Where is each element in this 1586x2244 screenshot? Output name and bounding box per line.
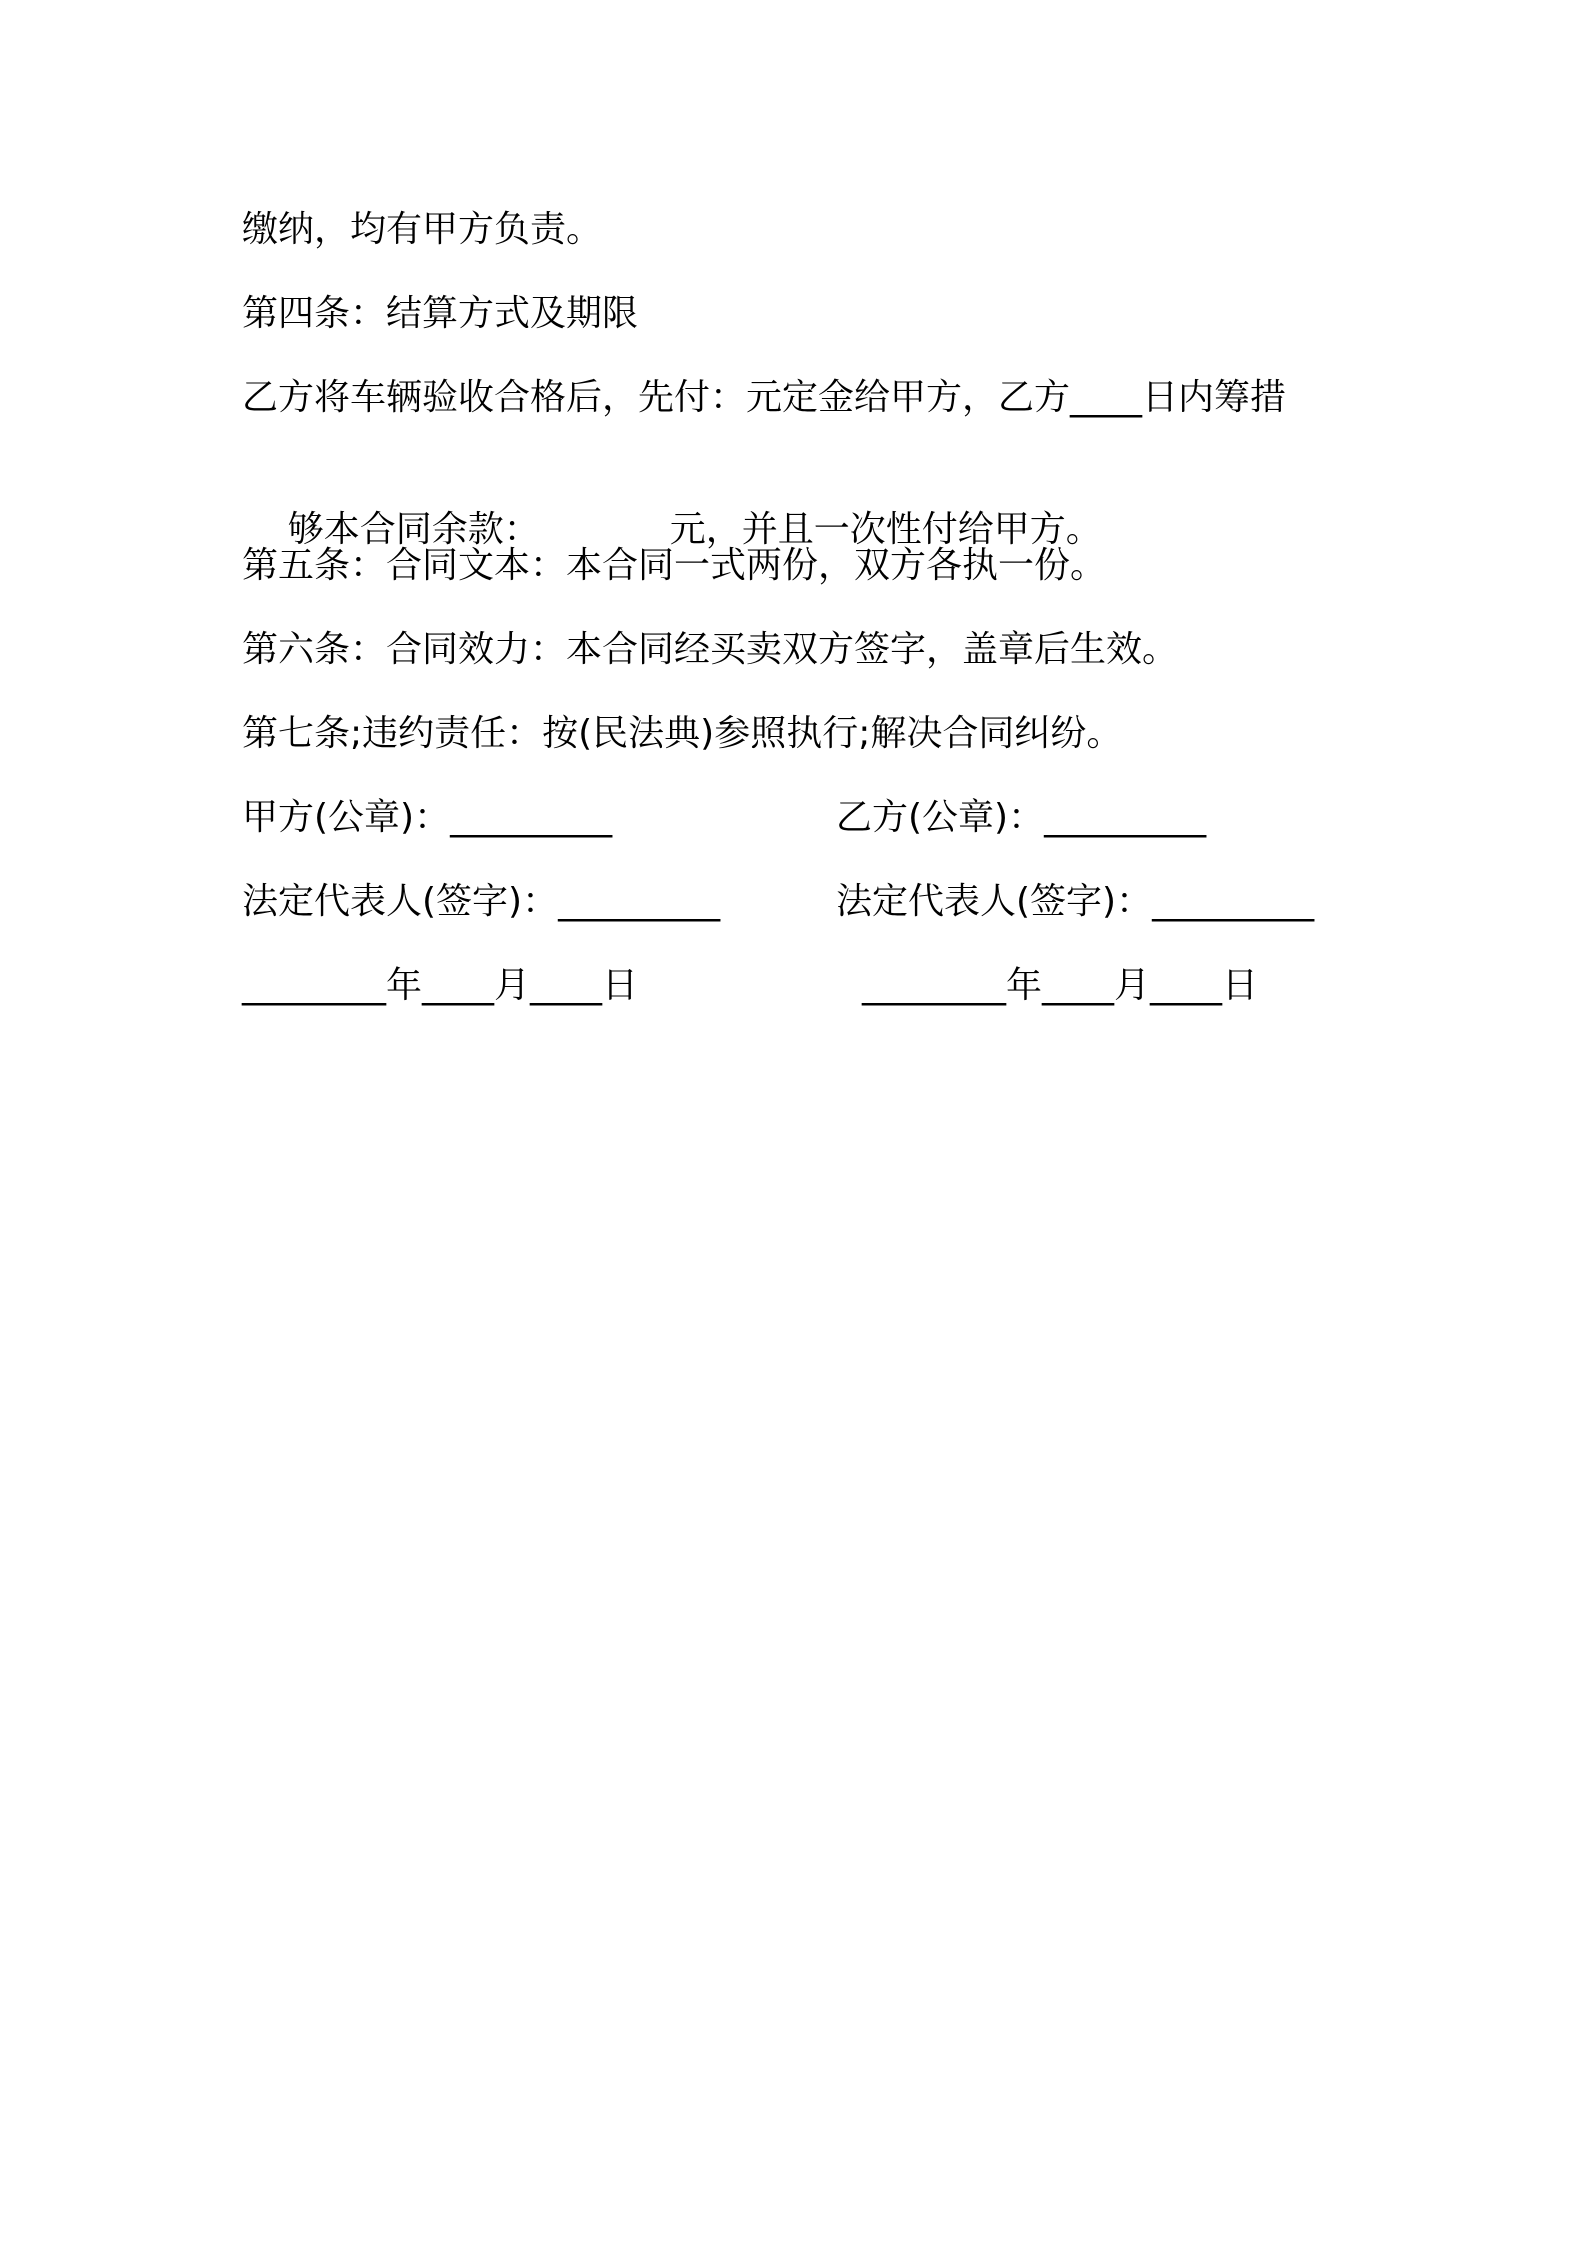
party-a-date: ________年____月____日: [242, 965, 638, 1006]
article-4-heading: 第四条：结算方式及期限: [242, 293, 639, 334]
paragraph-line-1: 缴纳，均有甲方负责。: [242, 209, 603, 250]
party-b-seal: 乙方(公章)：_________: [836, 797, 1207, 838]
article-7: 第七条;违约责任：按(民法典)参照执行;解决合同纠纷。: [242, 713, 1123, 754]
paragraph-line-3: 乙方将车辆验收合格后，先付：元定金给甲方，乙方____日内筹措: [242, 377, 1287, 418]
article-6: 第六条：合同效力：本合同经买卖双方签字，盖章后生效。: [242, 629, 1179, 670]
party-b-date: ________年____月____日: [862, 965, 1258, 1006]
party-a-seal: 甲方(公章)：_________: [242, 797, 613, 838]
balance-label: 够本合同余款：: [287, 509, 540, 550]
party-a-representative: 法定代表人(签字)：_________: [242, 881, 721, 922]
article-5: 第五条：合同文本：本合同一式两份，双方各执一份。: [242, 545, 1107, 586]
balance-suffix: 元，并且一次性付给甲方。: [669, 509, 1102, 550]
party-b-representative: 法定代表人(签字)：_________: [836, 881, 1315, 922]
